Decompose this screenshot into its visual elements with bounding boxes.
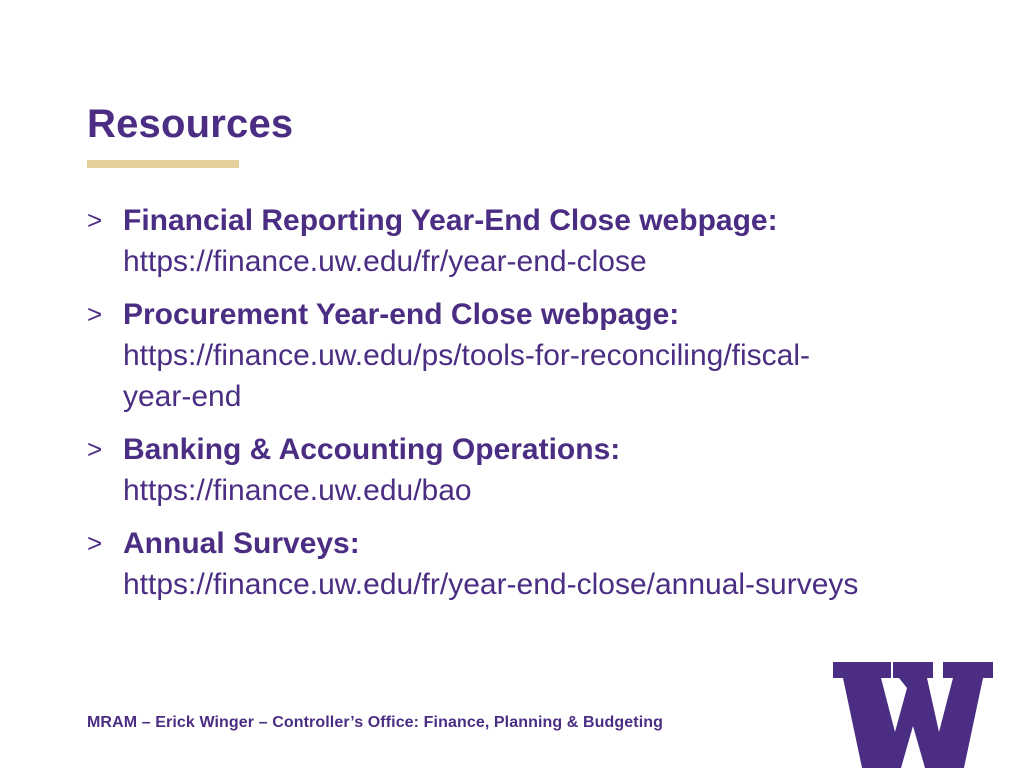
resource-heading: Procurement Year-end Close webpage: <box>123 298 680 331</box>
bullet-chevron-icon: > <box>87 528 103 558</box>
resource-item-banking <box>87 429 987 511</box>
resource-item-procurement <box>87 294 987 417</box>
resource-item-annual-surveys <box>87 523 987 605</box>
resource-list <box>87 200 987 617</box>
title-underline <box>87 160 239 168</box>
resource-link[interactable]: https://finance.uw.edu/bao <box>123 474 472 507</box>
bullet-chevron-icon: > <box>87 434 103 464</box>
resource-heading: Financial Reporting Year-End Close webpage: <box>123 204 778 237</box>
slide-footer: MRAM – Erick Winger – Controller’s Office: Finance, Planning & Budgeting <box>87 714 664 731</box>
resource-item-financial-reporting <box>87 200 987 282</box>
slide-title: Resources <box>87 102 294 146</box>
resource-link[interactable]: https://finance.uw.edu/fr/year-end-close <box>123 245 647 278</box>
bullet-chevron-icon: > <box>87 205 103 235</box>
resource-heading: Annual Surveys: <box>123 527 360 560</box>
resource-link[interactable]: https://finance.uw.edu/fr/year-end-close/annual-surveys <box>123 568 859 601</box>
uw-w-logo-icon <box>833 662 993 768</box>
resource-heading: Banking & Accounting Operations: <box>123 433 621 466</box>
bullet-chevron-icon: > <box>87 299 103 329</box>
resource-link[interactable]: https://finance.uw.edu/ps/tools-for-reconciling/fiscal- year-end <box>123 339 810 413</box>
